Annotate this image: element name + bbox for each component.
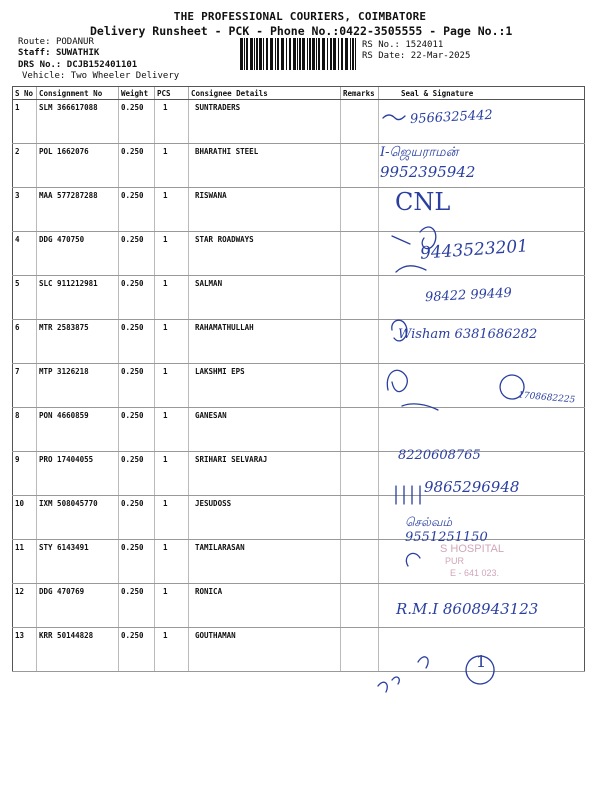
cell-weight: 0.250: [119, 232, 155, 276]
rs-date-label: RS Date:: [362, 51, 406, 61]
table-row: [13, 628, 585, 672]
cell-consignment: STY 6143491: [37, 540, 119, 584]
cell-consignee: SRIHARI SELVARAJ: [189, 452, 341, 496]
sig-row1-phone: 9566325442: [409, 107, 494, 128]
hospital-stamp-line2: PUR: [445, 556, 465, 566]
cell-pcs: 1: [155, 188, 189, 232]
cell-consignee: LAKSHMI EPS: [189, 364, 341, 408]
drs-label: DRS No.:: [18, 60, 62, 70]
table-row: [13, 320, 585, 364]
cell-weight: 0.250: [119, 408, 155, 452]
rs-date-line: [362, 51, 470, 61]
cell-remarks: [341, 584, 379, 628]
cell-sno: 12: [13, 584, 37, 628]
staff-line: [18, 48, 99, 58]
cell-sno: 4: [13, 232, 37, 276]
footer-note: 1: [476, 652, 487, 671]
table-row: [13, 188, 585, 232]
cell-signature: [379, 540, 585, 584]
sig-row6-text: Wisham 6381686282: [398, 327, 538, 342]
sig-row3-note: CNL: [395, 188, 451, 216]
sig-row13-text: R.M.I 8608943123: [396, 600, 539, 618]
staff-value: SUWATHIK: [55, 48, 100, 58]
cell-sno: 6: [13, 320, 37, 364]
sig-row2-name: I-ஜெயராமன்: [380, 145, 459, 160]
cell-weight: 0.250: [119, 496, 155, 540]
rs-no-line: [362, 40, 443, 50]
cell-weight: 0.250: [119, 584, 155, 628]
col-consignee: Consignee Details: [189, 87, 341, 100]
drs-value: DCJB152401101: [66, 60, 138, 70]
cell-signature: [379, 144, 585, 188]
rs-no-label: RS No.:: [362, 40, 400, 50]
cell-remarks: [341, 628, 379, 672]
barcode-graphic: [240, 38, 356, 70]
cell-sno: 10: [13, 496, 37, 540]
table-row: [13, 452, 585, 496]
cell-weight: 0.250: [119, 276, 155, 320]
cell-consignee: STAR ROADWAYS: [189, 232, 341, 276]
cell-sno: 8: [13, 408, 37, 452]
cell-signature: [379, 628, 585, 672]
cell-signature: [379, 232, 585, 276]
col-signature: Seal & Signature: [379, 87, 585, 100]
cell-signature: [379, 320, 585, 364]
cell-pcs: 1: [155, 584, 189, 628]
table-row: [13, 100, 585, 144]
rs-no-value: 1524011: [405, 40, 444, 50]
cell-consignee: TAMILARASAN: [189, 540, 341, 584]
cell-pcs: 1: [155, 540, 189, 584]
cell-consignment: DDG 470750: [37, 232, 119, 276]
cell-remarks: [341, 144, 379, 188]
vehicle-value: Two Wheeler Delivery: [70, 71, 180, 81]
cell-consignee: BHARATHI STEEL: [189, 144, 341, 188]
cell-pcs: 1: [155, 276, 189, 320]
vehicle-label: Vehicle:: [22, 71, 66, 81]
table-header-row: [13, 87, 585, 100]
cell-weight: 0.250: [119, 144, 155, 188]
cell-signature: [379, 496, 585, 540]
sig-row2-phone: 9952395942: [380, 163, 476, 181]
cell-signature: [379, 188, 585, 232]
staff-label: Staff:: [18, 48, 51, 58]
cell-pcs: 1: [155, 144, 189, 188]
cell-sno: 3: [13, 188, 37, 232]
table-row: [13, 584, 585, 628]
col-sno: S No: [13, 87, 37, 100]
runsheet-table: [12, 86, 585, 672]
cell-signature: [379, 584, 585, 628]
route-value: PODANUR: [55, 37, 94, 47]
sig-row9-phone: 8220608765: [398, 448, 481, 463]
col-weight: Weight: [119, 87, 155, 100]
cell-consignee: SUNTRADERS: [189, 100, 341, 144]
cell-remarks: [341, 100, 379, 144]
cell-consignment: PRO 17404055: [37, 452, 119, 496]
sig-row5-phone: 98422 99449: [424, 285, 513, 306]
runsheet-subtitle: Delivery Runsheet - PCK - Phone No.:0422-3505555 - Page No.:1: [90, 24, 513, 38]
sig-row4-phone: 9443523201: [419, 236, 529, 264]
cell-remarks: [341, 408, 379, 452]
table-row: [13, 276, 585, 320]
cell-consignment: SLM 366617088: [37, 100, 119, 144]
cell-pcs: 1: [155, 364, 189, 408]
cell-consignee: RISWANA: [189, 188, 341, 232]
table-row: [13, 540, 585, 584]
sig-row10-phone: 9865296948: [424, 478, 520, 496]
cell-signature: [379, 364, 585, 408]
cell-weight: 0.250: [119, 320, 155, 364]
cell-weight: 0.250: [119, 364, 155, 408]
route-label: Route:: [18, 37, 51, 47]
sig-row11-name: செல்வம்: [405, 515, 453, 529]
col-pcs: PCS: [155, 87, 189, 100]
cell-consignment: IXM 508045770: [37, 496, 119, 540]
cell-remarks: [341, 364, 379, 408]
rs-date-value: 22-Mar-2025: [410, 51, 471, 61]
cell-weight: 0.250: [119, 188, 155, 232]
cell-consignee: RONICA: [189, 584, 341, 628]
hospital-stamp-line1: S HOSPITAL: [440, 543, 504, 555]
cell-sno: 13: [13, 628, 37, 672]
cell-remarks: [341, 452, 379, 496]
cell-consignee: SALMAN: [189, 276, 341, 320]
cell-weight: 0.250: [119, 540, 155, 584]
cell-weight: 0.250: [119, 100, 155, 144]
col-remarks: Remarks: [341, 87, 379, 100]
cell-remarks: [341, 232, 379, 276]
cell-consignment: KRR 50144828: [37, 628, 119, 672]
cell-remarks: [341, 496, 379, 540]
cell-signature: [379, 100, 585, 144]
company-title: THE PROFESSIONAL COURIERS, COIMBATORE: [173, 10, 427, 23]
cell-consignment: POL 1662076: [37, 144, 119, 188]
cell-consignee: RAHAMATHULLAH: [189, 320, 341, 364]
cell-consignment: PON 4660859: [37, 408, 119, 452]
cell-weight: 0.250: [119, 452, 155, 496]
cell-sno: 7: [13, 364, 37, 408]
cell-signature: [379, 276, 585, 320]
cell-consignee: GOUTHAMAN: [189, 628, 341, 672]
cell-consignment: MTP 3126218: [37, 364, 119, 408]
cell-pcs: 1: [155, 408, 189, 452]
barcode: [240, 38, 356, 70]
cell-pcs: 1: [155, 628, 189, 672]
cell-pcs: 1: [155, 100, 189, 144]
hospital-stamp-line3: E - 641 023.: [450, 568, 500, 578]
table-row: [13, 364, 585, 408]
table-row: [13, 408, 585, 452]
sig-row11-phone: 9551251150: [405, 530, 488, 545]
table-row: [13, 232, 585, 276]
cell-consignee: JESUDOSS: [189, 496, 341, 540]
cell-pcs: 1: [155, 496, 189, 540]
cell-sno: 9: [13, 452, 37, 496]
cell-remarks: [341, 188, 379, 232]
cell-remarks: [341, 276, 379, 320]
sig-row7-phone: 1708682225: [517, 390, 576, 406]
cell-weight: 0.250: [119, 628, 155, 672]
cell-remarks: [341, 320, 379, 364]
cell-pcs: 1: [155, 232, 189, 276]
drs-line: [18, 60, 137, 70]
cell-sno: 1: [13, 100, 37, 144]
route-line: [18, 37, 94, 47]
cell-sno: 5: [13, 276, 37, 320]
cell-pcs: 1: [155, 452, 189, 496]
cell-consignment: MAA 577287288: [37, 188, 119, 232]
table-row: [13, 496, 585, 540]
col-consignment: Consignment No: [37, 87, 119, 100]
cell-signature: [379, 408, 585, 452]
cell-consignment: MTR 2583875: [37, 320, 119, 364]
cell-sno: 2: [13, 144, 37, 188]
cell-consignment: SLC 911212981: [37, 276, 119, 320]
cell-consignment: DDG 470769: [37, 584, 119, 628]
cell-signature: [379, 452, 585, 496]
cell-sno: 11: [13, 540, 37, 584]
vehicle-line: [22, 71, 179, 81]
table-row: [13, 144, 585, 188]
cell-consignee: GANESAN: [189, 408, 341, 452]
cell-pcs: 1: [155, 320, 189, 364]
cell-remarks: [341, 540, 379, 584]
